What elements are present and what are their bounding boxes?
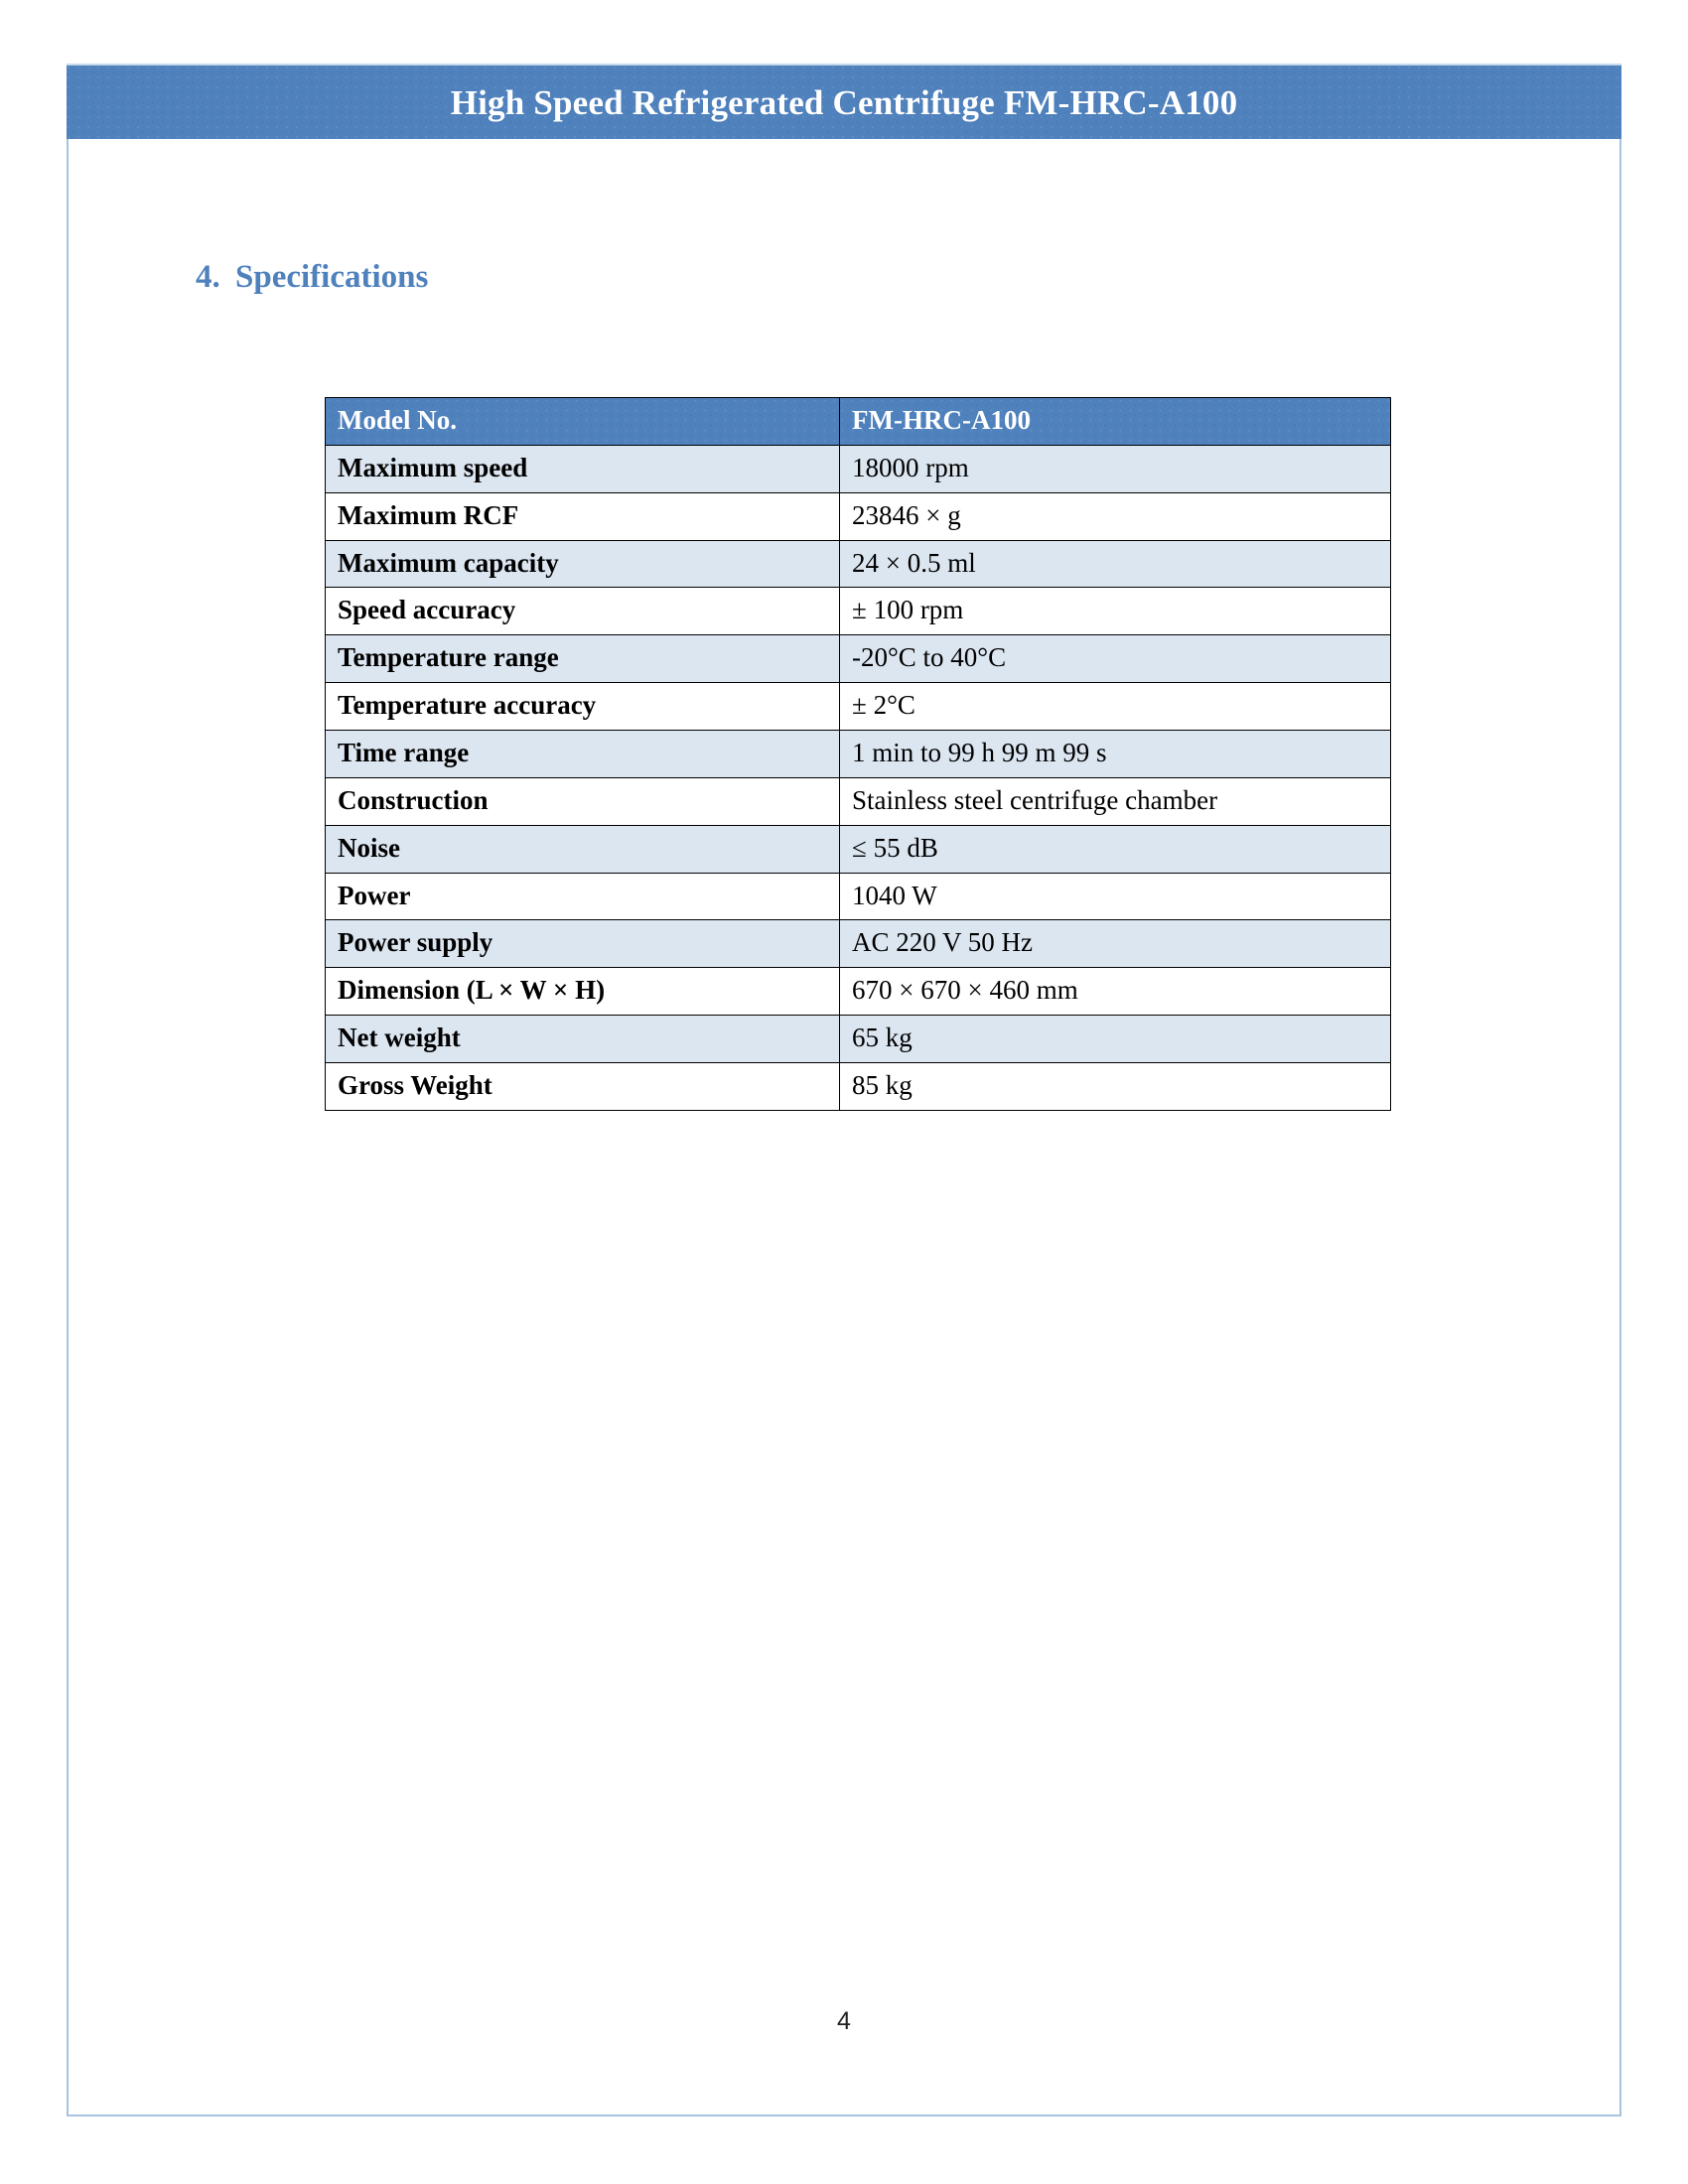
table-cell-key: Power <box>326 873 840 920</box>
table-cell-value: 85 kg <box>840 1063 1391 1111</box>
table-body <box>326 445 1391 1110</box>
table-row <box>326 445 1391 492</box>
table-cell-value: Stainless steel centrifuge chamber <box>840 777 1391 825</box>
table-row <box>326 683 1391 731</box>
table-cell-key: Temperature accuracy <box>326 683 840 731</box>
section-title: Specifications <box>235 259 429 295</box>
section-number: 4. <box>196 259 220 295</box>
table-cell-value: -20°C to 40°C <box>840 635 1391 683</box>
table-row <box>326 968 1391 1016</box>
specifications-table <box>325 397 1391 1111</box>
table-header <box>326 398 1391 446</box>
table-cell-key: Maximum RCF <box>326 492 840 540</box>
table-cell-key: Maximum speed <box>326 445 840 492</box>
section-heading <box>196 258 428 298</box>
table-row <box>326 873 1391 920</box>
table-row <box>326 825 1391 873</box>
table-cell-key: Construction <box>326 777 840 825</box>
table-row <box>326 540 1391 588</box>
table-cell-key: Noise <box>326 825 840 873</box>
table-row <box>326 777 1391 825</box>
table-cell-key: Speed accuracy <box>326 588 840 635</box>
table-row <box>326 588 1391 635</box>
table-cell-value: 18000 rpm <box>840 445 1391 492</box>
table-cell-key: Net weight <box>326 1016 840 1063</box>
table-cell-key: Maximum capacity <box>326 540 840 588</box>
page-number: 4 <box>837 2007 851 2035</box>
table-cell-key: Dimension (L × W × H) <box>326 968 840 1016</box>
document-header-title: High Speed Refrigerated Centrifuge FM-HRC-A100 <box>450 82 1238 122</box>
table-cell-value: ≤ 55 dB <box>840 825 1391 873</box>
table-cell-key: Power supply <box>326 920 840 968</box>
table-header-cell-value: FM-HRC-A100 <box>840 398 1391 446</box>
table-cell-value: ± 100 rpm <box>840 588 1391 635</box>
table-cell-key: Gross Weight <box>326 1063 840 1111</box>
table-row <box>326 1016 1391 1063</box>
table-cell-value: 23846 × g <box>840 492 1391 540</box>
table-row <box>326 635 1391 683</box>
table-cell-key: Time range <box>326 731 840 778</box>
table-cell-value: ± 2°C <box>840 683 1391 731</box>
table-row <box>326 920 1391 968</box>
table-header-cell-key: Model No. <box>326 398 840 446</box>
table-cell-value: AC 220 V 50 Hz <box>840 920 1391 968</box>
table-cell-value: 670 × 670 × 460 mm <box>840 968 1391 1016</box>
table-cell-value: 24 × 0.5 ml <box>840 540 1391 588</box>
table-header-row <box>326 398 1391 446</box>
table-row <box>326 492 1391 540</box>
table-row <box>326 1063 1391 1111</box>
table-row <box>326 731 1391 778</box>
table-cell-value: 65 kg <box>840 1016 1391 1063</box>
table-cell-key: Temperature range <box>326 635 840 683</box>
specifications-table-container <box>325 397 1390 1111</box>
running-header-banner <box>67 64 1621 139</box>
table-cell-value: 1 min to 99 h 99 m 99 s <box>840 731 1391 778</box>
table-cell-value: 1040 W <box>840 873 1391 920</box>
